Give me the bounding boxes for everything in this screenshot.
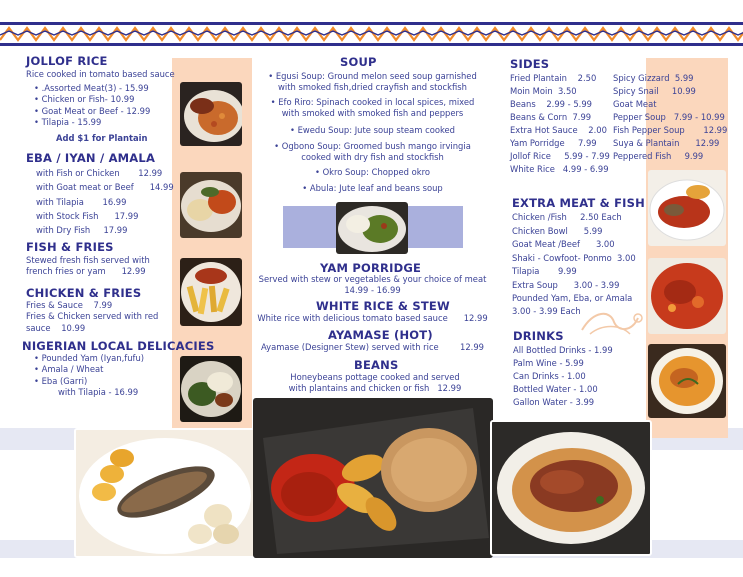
eba-title: EBA / IYAN / AMALA (26, 151, 156, 165)
fish-pepper-soup-photo (490, 420, 652, 556)
list-item: Bottled Water - 1.00 (513, 384, 598, 394)
list-item: Pepper Soup 7.99 - 10.99 (613, 112, 725, 122)
fish-fries-title: FISH & FRIES (26, 240, 114, 254)
soup-photo (336, 202, 408, 254)
soup-item-okro: • Okro Soup: Chopped okro (314, 167, 431, 177)
list-item: Jollof Rice 5.99 - 7.99 (510, 151, 610, 161)
drinks-list (513, 344, 613, 409)
list-item: Shaki - Cowfoot- Ponmo 3.00 (512, 252, 636, 263)
list-item: Palm Wine - 5.99 (513, 358, 584, 368)
list-item: Spicy Gizzard 5.99 (613, 73, 694, 83)
list-item: Beans & Corn 7.99 (510, 112, 592, 122)
rice-beans-plantain-photo (253, 398, 493, 558)
list-item: Goat Meat /Beef 3.00 (512, 239, 615, 249)
chicken-fries-title: CHICKEN & FRIES (26, 286, 142, 300)
list-item: with Tilapia - 16.99 (58, 387, 139, 398)
list-item: Beans 2.99 - 5.99 (510, 99, 592, 109)
list-item: • Amala / Wheat (34, 364, 104, 375)
plantain-note: Add $1 for Plantain (56, 133, 148, 143)
list-item: Pounded Yam, Eba, or Amala (512, 293, 633, 303)
list-item: All Bottled Drinks - 1.99 (513, 345, 613, 355)
fish-plantain-photo (648, 170, 726, 246)
pepper-fish-photo (648, 258, 726, 334)
local-delicacies-photo (180, 356, 242, 422)
yam-porridge-title: YAM PORRIDGE (320, 261, 422, 275)
drinks-title: DRINKS (513, 329, 564, 343)
list-item: with Dry Fish 17.99 (36, 225, 128, 236)
list-item: • Goat Meat or Beef - 12.99 (34, 105, 151, 116)
list-item: • Pounded Yam (Iyan,fufu) (34, 353, 145, 363)
soup-item-ogbono: • Ogbono Soup: Groomed bush mango irvingia cooked with dry fish and stockfish (274, 141, 471, 162)
tribal-border-top (0, 22, 743, 46)
list-item: Tilapia 9.99 (512, 266, 577, 276)
list-item: Fish Pepper Soup 12.99 (613, 125, 728, 135)
jollof-rice-photo (180, 82, 242, 146)
list-item: Extra Hot Sauce 2.00 (510, 125, 607, 135)
list-item: with Goat meat or Beef 14.99 (36, 182, 174, 193)
list-item: • Eba (Garri) (34, 375, 88, 386)
chicken-fries-list (26, 300, 158, 334)
list-item: Can Drinks - 1.00 (513, 371, 586, 381)
beans-description: Honeybeans pottage cooked and served with plantains and chicken or fish 12.99 (288, 372, 463, 393)
list-item: • Tilapia - 15.99 (34, 117, 102, 128)
white-rice-description: White rice with delicious tomato based sauce 12.99 (257, 313, 488, 323)
list-item: White Rice 4.99 - 6.99 (510, 164, 609, 174)
list-item: Spicy Snail 10.99 (613, 86, 696, 96)
list-item: Fried Plantain 2.50 (510, 73, 597, 83)
list-item: Gallon Water - 3.99 (513, 397, 595, 407)
list-item: Suya & Plantain 12.99 (613, 138, 720, 148)
soup-item-egusi: • Egusi Soup: Ground melon seed soup garnished with smoked fish,dried crayfish and stockfish (268, 71, 477, 92)
soup-title: SOUP (340, 55, 377, 69)
list-item: Chicken Bowl 5.99 (512, 225, 603, 236)
list-item: Extra Soup 3.00 - 3.99 (512, 279, 620, 290)
sides-title: SIDES (510, 57, 550, 71)
beans-title: BEANS (354, 358, 399, 372)
yam-porridge-description: Served with stew or vegetables & your choice of meat (258, 274, 487, 284)
local-delicacies-title: NIGERIAN LOCAL DELICACIES (22, 339, 215, 353)
list-item: with Tilapia 16.99 (36, 196, 127, 207)
pepper-soup-photo (648, 344, 726, 418)
soup-item-efo-riro: • Efo Riro: Spinach cooked in local spices, mixed with smoked with smoked fish and peppers (270, 97, 475, 118)
list-item: Moin Moin 3.50 (510, 86, 577, 96)
ayamase-title: AYAMASE (HOT) (328, 328, 433, 342)
eba-photo (180, 172, 242, 238)
list-item: Goat Meat (613, 99, 657, 109)
jollof-description: Rice cooked in tomato based sauce (26, 69, 175, 79)
eba-list (36, 166, 174, 237)
list-item: Peppered Fish 9.99 (613, 151, 704, 161)
ayamase-description: Ayamase (Designer Stew) served with rice 12.99 (261, 342, 484, 352)
jollof-title: JOLLOF RICE (26, 54, 108, 68)
list-item: sauce 10.99 (26, 322, 86, 333)
extra-meat-title: EXTRA MEAT & FISH (512, 196, 645, 210)
soup-item-ewedu: • Ewedu Soup: Jute soup steam cooked (289, 125, 455, 135)
jollof-list (34, 83, 150, 129)
fish-and-fries-photo (180, 258, 242, 326)
list-item: Yam Porridge 7.99 (510, 138, 597, 148)
extra-meat-list (512, 211, 636, 317)
sides-list-right (613, 72, 727, 163)
list-item: • Chicken or Fish- 10.99 (34, 94, 135, 105)
soup-item-abula: • Abula: Jute leaf and beans soup (302, 183, 443, 193)
sides-list-left (510, 72, 610, 176)
list-item: Fries & Chicken served with red (26, 311, 159, 322)
list-item: with Fish or Chicken 12.99 (36, 168, 163, 178)
yam-porridge-price: 14.99 - 16.99 (344, 285, 401, 295)
list-item: with Stock Fish 17.99 (36, 210, 139, 221)
list-item: • .Assorted Meat(3) - 15.99 (34, 83, 149, 93)
local-delicacies-list (34, 353, 144, 399)
white-rice-title: WHITE RICE & STEW (316, 299, 450, 313)
list-item: 3.00 - 3.99 Each (512, 305, 581, 316)
swirl-ornament (580, 306, 648, 336)
fish-fries-description: Stewed fresh fish served with french fries or yam 12.99 (26, 255, 153, 276)
list-item: Chicken /Fish 2.50 Each (512, 212, 622, 222)
list-item: Fries & Sauce 7.99 (26, 300, 113, 310)
grilled-fish-plantain-photo (74, 428, 256, 558)
